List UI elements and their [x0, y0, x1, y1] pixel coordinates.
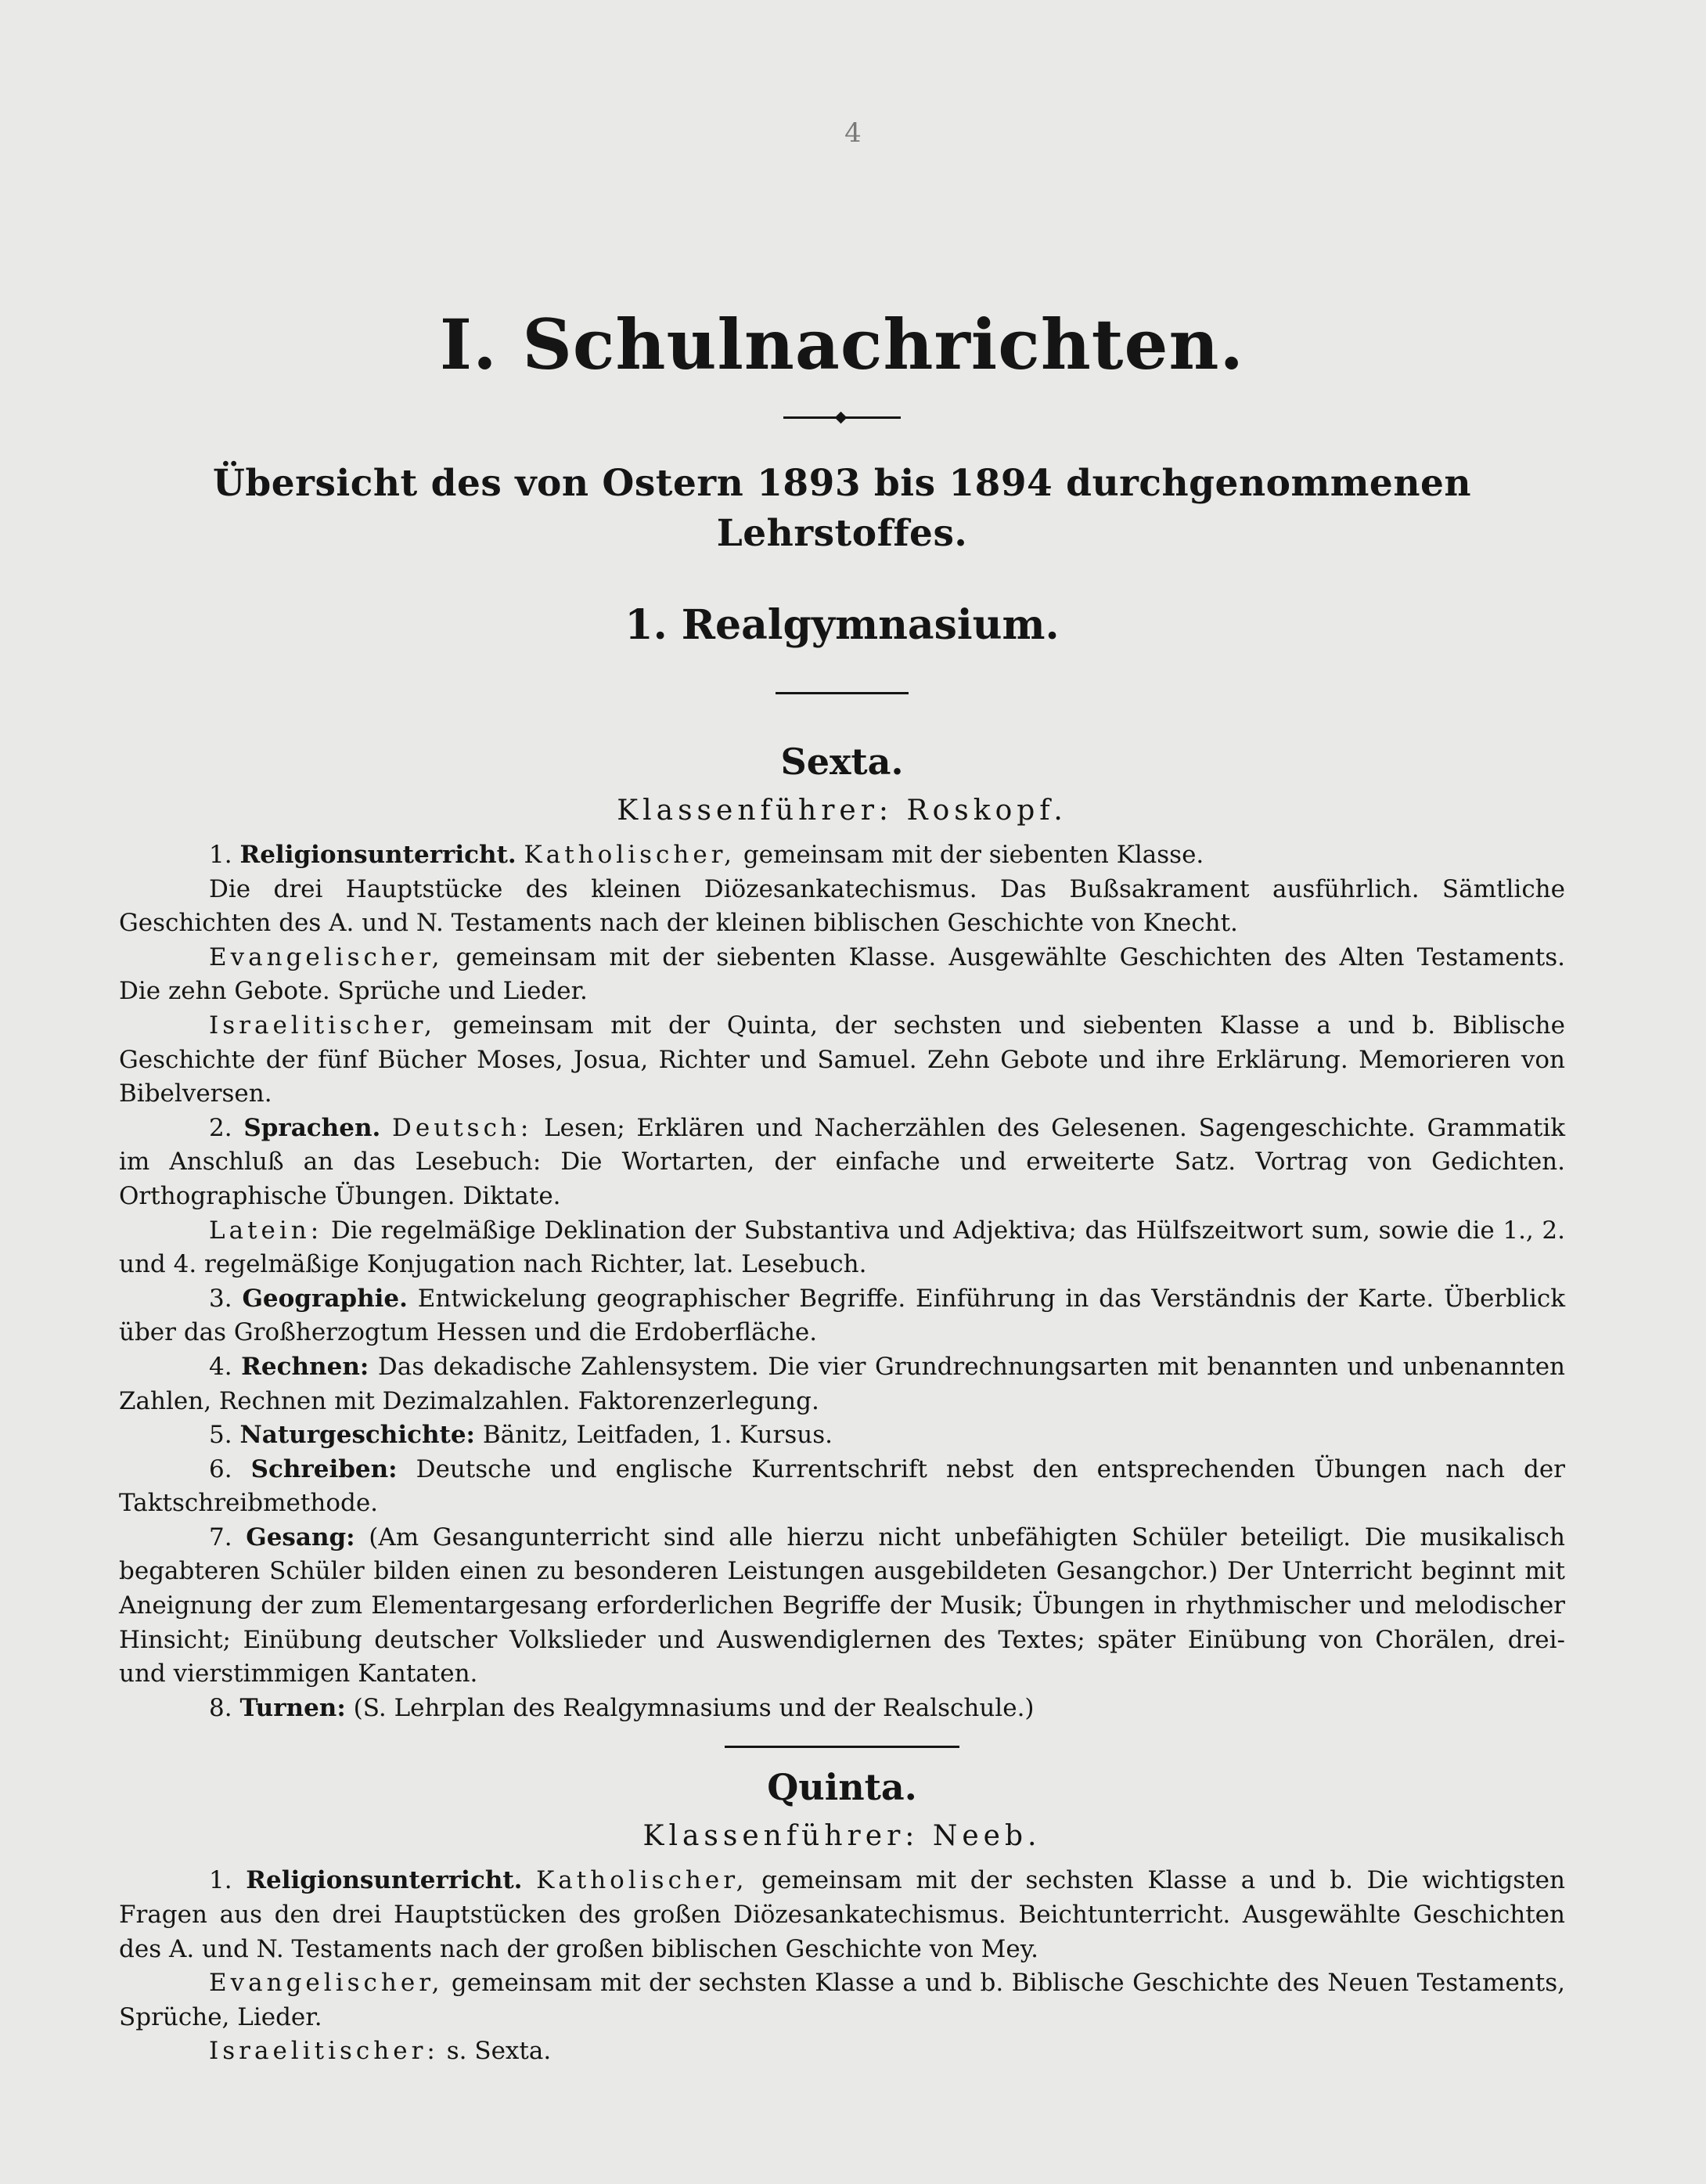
sexta-body — [119, 838, 1565, 1725]
paragraph-text: Die regelmäßige Deklination der Substantiva und Adjektiva; das Hülfszeitwort sum, sowie die 1., 2. und 4. regelmäßige Konjugation nach Richter, lat. Lesebuch. — [119, 1216, 1565, 1279]
quinta-section — [119, 1765, 1565, 2069]
paragraph-text: gemeinsam mit der sechsten Klasse a und b. Biblische Geschichte des Neuen Testaments, Sprüche, Lieder. — [119, 1969, 1565, 2031]
subject-label: Turnen: — [239, 1693, 346, 1722]
sexta-schreiben — [119, 1453, 1565, 1521]
subject-label: Naturgeschichte: — [239, 1421, 475, 1450]
language-label: Deutsch: — [392, 1113, 533, 1142]
quinta-religion-evangelical — [119, 1966, 1565, 2034]
item-number: 1. — [209, 1866, 232, 1895]
item-number: 5. — [209, 1421, 232, 1450]
paragraph-text: Das dekadische Zahlensystem. Die vier Grundrechnungsarten mit benannten und unbenannten Zahlen, Rechnen mit Dezimalzahlen. Faktorenzerlegung. — [119, 1352, 1566, 1415]
paragraph-text: (S. Lehrplan des Realgymnasiums und der Realschule.) — [353, 1693, 1035, 1722]
sexta-rechnen — [119, 1350, 1565, 1418]
section-divider — [725, 1746, 959, 1748]
show-through-background — [117, 157, 1589, 307]
subject-label: Sprachen. — [243, 1113, 381, 1142]
item-number: 4. — [209, 1352, 232, 1381]
sexta-religion-catholic-content: Die drei Hauptstücke des kleinen Diözesankatechismus. Das Bußsakrament ausführlich. Sämtliche Geschichten des A. und N. Testaments nach der kleinen biblischen Geschichte von Knecht. — [119, 874, 1565, 938]
page-number: 4 — [844, 117, 862, 149]
denomination-label: Israelitischer, — [209, 1011, 436, 1040]
ornament-rule — [783, 413, 901, 421]
subject-label: Geographie. — [242, 1284, 408, 1313]
item-number: 6. — [209, 1454, 232, 1483]
subject-label: Rechnen: — [241, 1352, 369, 1381]
sexta-turnen — [119, 1692, 1565, 1726]
sexta-sprachen-deutsch — [119, 1112, 1565, 1214]
subject-label: Gesang: — [246, 1523, 355, 1552]
item-number: 7. — [209, 1523, 232, 1552]
sexta-gesang — [119, 1521, 1565, 1692]
subject-label: Religionsunterricht. — [239, 841, 516, 869]
item-number: 8. — [209, 1693, 232, 1722]
paragraph-text: gemeinsam mit der siebenten Klasse. — [743, 841, 1204, 869]
page-content — [119, 297, 1565, 2069]
sexta-religion-israelite — [119, 1009, 1565, 1112]
paragraph-text: (Am Gesangunterricht sind alle hierzu nicht unbefähigten Schüler beteiligt. Die musikalisch begabteren Schüler bilden einen zu besonderen Leistungen ausgebildeten Gesangchor.) Der Unterricht beginnt mit Aneignung der zum Elementargesang erforderlichen Begriffe der Musik; Übungen in rhythmischer und melodischer Hinsicht; Einübung deutscher Volkslieder und Auswendiglernen des Textes; später Einübung von Chorälen, drei- und vierstimmigen Kantaten. — [119, 1523, 1566, 1688]
school-heading: 1. Realgymnasium. — [624, 601, 1060, 649]
sexta-sprachen-latein — [119, 1214, 1565, 1282]
divider-rule — [776, 692, 909, 694]
item-number: 1. — [209, 841, 232, 869]
subject-label: Religionsunterricht. — [246, 1866, 523, 1895]
sexta-teacher: Klassenführer: Roskopf. — [617, 795, 1067, 827]
denomination-label: Israelitischer: — [209, 2037, 439, 2066]
item-number: 2. — [209, 1113, 232, 1142]
overview-heading: Übersicht des von Ostern 1893 bis 1894 durchgenommenen Lehrstoffes. — [212, 462, 1472, 555]
paragraph-text: Lesen; Erklären und Nacherzählen des Gelesenen. Sagengeschichte. Grammatik im Anschluß an das Lesebuch: Die Wortarten, der einfache und erweiterte Satz. Vortrag von Gedichten. Orthographische Übungen. Diktate. — [119, 1113, 1566, 1210]
paragraph-text: Entwickelung geographischer Begriffe. Einführung in das Verständnis der Karte. Überblick über das Großherzogtum Hessen und die Erdoberfläche. — [119, 1284, 1566, 1347]
paragraph-text: gemeinsam mit der Quinta, der sechsten und siebenten Klasse a und b. Biblische Geschichte der fünf Bücher Moses, Josua, Richter und Samuel. Zehn Gebote und ihre Erklärung. Memorieren von Bibelversen. — [119, 1011, 1565, 1108]
denomination-label: Katholischer, — [536, 1866, 748, 1895]
paragraph-text: Bänitz, Leitfaden, 1. Kursus. — [482, 1421, 833, 1450]
denomination-label: Katholischer, — [524, 841, 736, 869]
quinta-teacher: Klassenführer: Neeb. — [642, 1820, 1042, 1853]
sexta-geographie — [119, 1282, 1565, 1350]
sexta-religion-evangelical — [119, 941, 1565, 1009]
sexta-section — [119, 740, 1565, 1725]
sexta-religion-catholic — [119, 838, 1565, 873]
sexta-naturgeschichte — [119, 1418, 1565, 1453]
quinta-title: Quinta. — [767, 1766, 917, 1809]
paragraph-text: s. Sexta. — [446, 2037, 552, 2066]
quinta-religion-catholic — [119, 1864, 1565, 1966]
subject-label: Schreiben: — [250, 1454, 398, 1483]
denomination-label: Evangelischer, — [209, 1969, 444, 1998]
sexta-title: Sexta. — [780, 741, 904, 783]
paragraph-text: gemeinsam mit der sechsten Klasse a und b. Die wichtigsten Fragen aus den drei Hauptstücken des großen Diözesankatechismus. Beichtunterricht. Ausgewählte Geschichten des A. und N. Testaments nach der großen biblischen Geschichte von Mey. — [119, 1866, 1565, 1963]
quinta-religion-israelite — [119, 2034, 1565, 2069]
paragraph-text: gemeinsam mit der siebenten Klasse. Ausgewählte Geschichten des Alten Testaments. Die zehn Gebote. Sprüche und Lieder. — [119, 942, 1566, 1006]
denomination-label: Evangelischer, — [209, 942, 444, 971]
main-heading: I. Schulnachrichten. — [439, 304, 1245, 385]
item-number: 3. — [209, 1284, 232, 1313]
paragraph-text: Deutsche und englische Kurrentschrift nebst den entsprechenden Übungen nach der Taktschreibmethode. — [119, 1454, 1565, 1518]
quinta-body — [119, 1864, 1565, 2069]
language-label: Latein: — [209, 1216, 323, 1245]
